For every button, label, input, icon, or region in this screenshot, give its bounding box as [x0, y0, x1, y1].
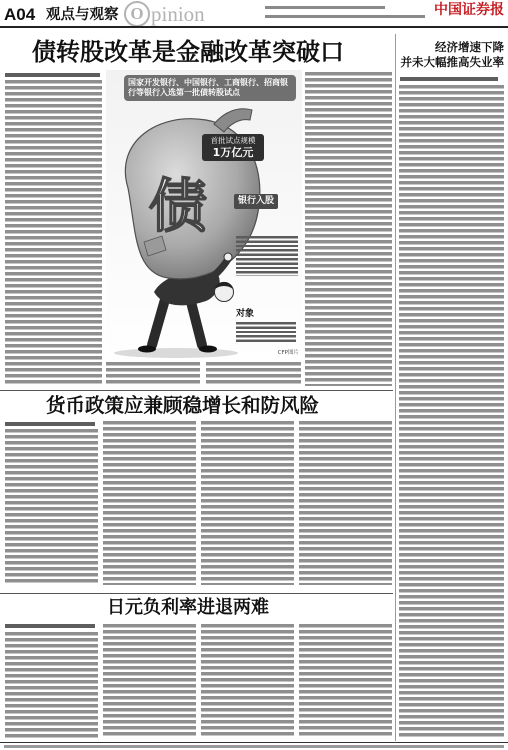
cartoon-target-text — [236, 322, 296, 344]
third-article-headline: 日元负利率进退两难 — [107, 597, 269, 618]
lead-article-headline: 债转股改革是金融改革突破口 — [32, 38, 344, 66]
lead-article-body-col-2b — [206, 362, 301, 386]
section-english-rest: pinion — [151, 1, 205, 26]
editor-contact-line — [265, 15, 425, 18]
second-article-body-col-1 — [5, 429, 98, 585]
man-shoe-front — [199, 346, 217, 353]
pilot-scale-tag — [202, 134, 264, 161]
cartoon-note-text — [236, 236, 298, 276]
third-article-body-col-3 — [201, 624, 294, 738]
footer-rule — [0, 742, 508, 743]
pilot-scale-label: 首批试点规模 — [210, 136, 256, 145]
cartoon-illustration — [106, 70, 302, 360]
second-article-body-col-4 — [299, 421, 392, 585]
photo-credit: CFP图片 — [277, 350, 299, 356]
man-shoe-back — [138, 346, 156, 353]
lead-article-byline — [5, 73, 100, 77]
lead-article-body-col-1 — [5, 80, 102, 386]
bank-equity-tag: 银行入股 — [234, 194, 278, 209]
issue-date-line — [265, 6, 385, 9]
article-separator-1 — [0, 390, 393, 391]
second-article-body-col-3 — [201, 421, 294, 585]
article-separator-2 — [0, 593, 393, 594]
sidebar-byline — [400, 77, 498, 81]
section-title: 观点与观察 — [46, 7, 119, 23]
cartoon-drawing — [106, 70, 302, 360]
lead-article-body-col-2a — [106, 362, 200, 386]
sidebar-headline-line-1: 经济增速下降 — [435, 40, 504, 54]
man-hand — [224, 253, 232, 261]
pilot-scale-value: 1万亿元 — [212, 146, 254, 159]
lead-article-body-col-3 — [305, 72, 392, 386]
sidebar-headline-line-2: 并未大幅推高失业率 — [400, 55, 504, 69]
ground-shadow — [114, 348, 238, 358]
sack-character: 债 — [148, 172, 208, 240]
third-article-body-col-2 — [103, 624, 196, 738]
masthead-rule — [0, 26, 508, 28]
section-english-initial: O — [124, 1, 150, 27]
second-article-body-col-2 — [103, 421, 196, 585]
second-article-headline: 货币政策应兼顾稳增长和防风险 — [46, 394, 320, 417]
cartoon-top-caption: 国家开发银行、中国银行、工商银行、招商银行等银行入选第一批债转股试点 — [124, 75, 296, 101]
section-title-english — [124, 1, 205, 27]
page-number: A04 — [4, 5, 36, 24]
third-article-body-col-4 — [299, 624, 392, 738]
sidebar-divider — [395, 34, 396, 741]
second-article-byline — [5, 422, 95, 426]
footer-address-line — [4, 745, 504, 748]
newspaper-logo: 中国证券报 — [434, 2, 504, 18]
third-article-byline — [5, 624, 95, 628]
cartoon-target-label: 对象 — [236, 309, 255, 319]
third-article-body-col-1 — [5, 632, 98, 738]
sidebar-body-text — [399, 85, 504, 739]
